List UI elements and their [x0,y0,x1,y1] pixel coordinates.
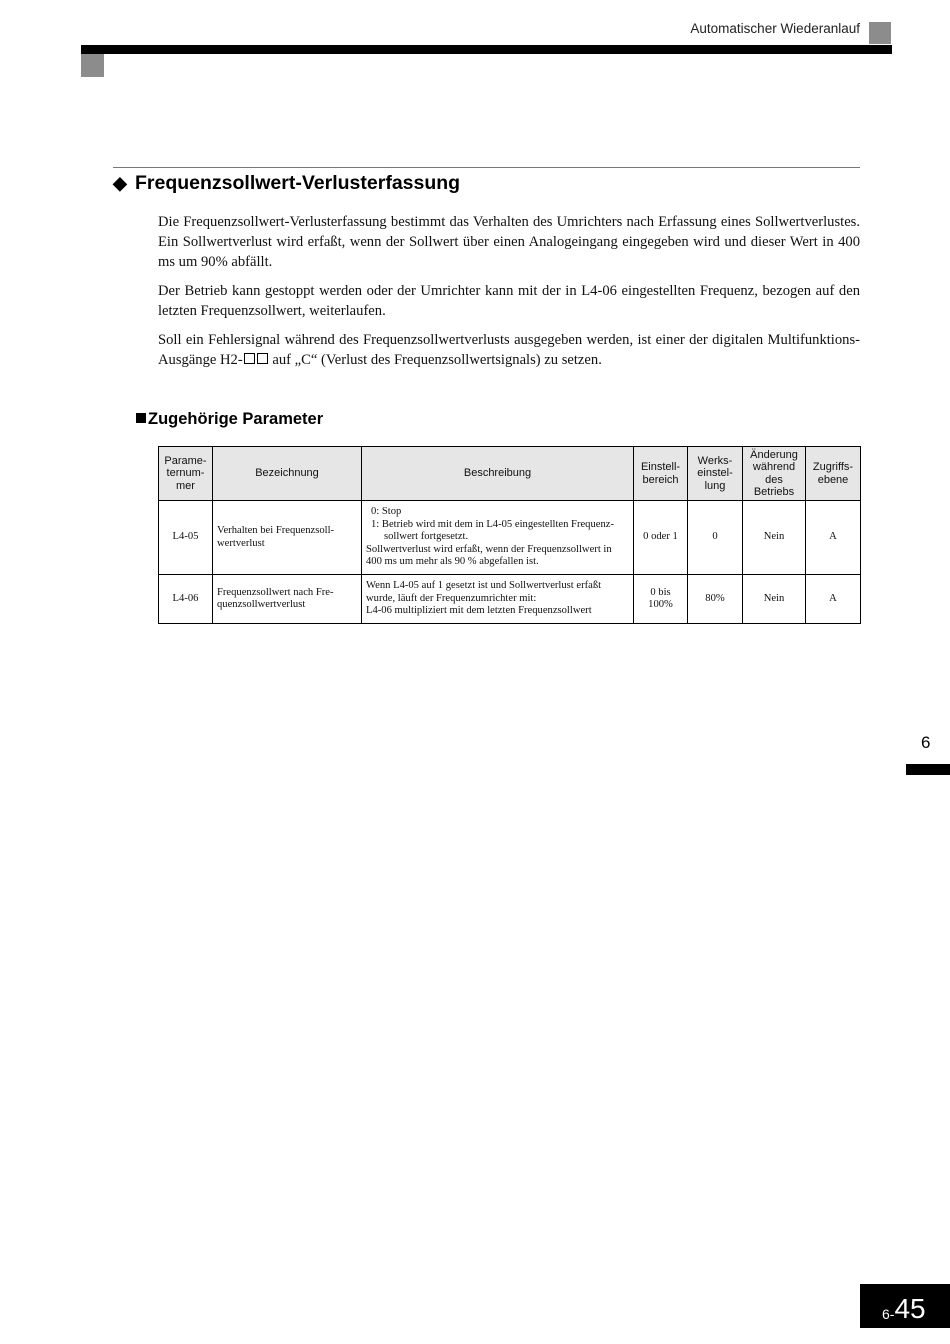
page-number-box [860,1284,950,1328]
header-factory-setting: Werks- einstel- lung [688,447,743,501]
table-row [159,575,861,624]
paragraph-3-part-1: Soll ein Fehlersignal während des Frequenzsollwertverlusts ausgegeben werden, ist einer der digitalen Multifunktions-Ausgänge H2- [158,332,860,368]
placeholder-box-icon [244,353,255,364]
cell-description: Wenn L4-05 auf 1 gesetzt ist und Sollwertverlust erfaßt wurde, läuft der Frequenzumrichter mit: L4-06 multipliziert mit dem letzten Frequenzsollwert [362,575,634,624]
cell-description: 0: Stop 1: Betrieb wird mit dem in L4-05 eingestellten Frequenz- sollwert fortgesetzt. Sollwertverlust wird erfaßt, wenn der Frequenzsollwert in 400 ms um mehr als 90 % abgefallen ist. [362,501,634,575]
table-row [159,501,861,575]
header-name: Bezeichnung [213,447,362,501]
cell-parameter: L4-06 [159,575,213,624]
table-header-row [159,447,861,501]
paragraph-3-part-2: auf „C“ (Verlust des Frequenzsollwertsignals) zu setzen. [268,352,602,368]
chapter-tab-bar [906,764,950,775]
running-header-title: Automatischer Wiederanlauf [690,21,860,36]
section-heading [113,172,460,195]
diamond-bullet-icon: ◆ [113,173,127,193]
header-marker-square [869,22,891,44]
cell-range: 0 oder 1 [634,501,688,575]
parameter-table [158,446,861,624]
section-divider [113,167,860,168]
cell-change: Nein [743,501,806,575]
body-text [158,212,860,379]
paragraph-2: Der Betrieb kann gestoppt werden oder der Umrichter kann mit der in L4-06 eingestellten Frequenz, bezogen auf den letzten Frequenzsollwert, weiterlaufen. [158,283,860,319]
cell-name: Verhalten bei Frequenzsoll- wertverlust [213,501,362,575]
header-access-level: Zugriffs- ebene [806,447,861,501]
cell-name: Frequenzsollwert nach Fre- quenzsollwertverlust [213,575,362,624]
header-change-during-operation: Änderung während des Betriebs [743,447,806,501]
cell-parameter: L4-05 [159,501,213,575]
section-heading-text: Frequenzsollwert-Verlusterfassung [135,172,461,194]
cell-range: 0 bis 100% [634,575,688,624]
header-setting-range: Einstell- bereich [634,447,688,501]
cell-default: 0 [688,501,743,575]
chapter-tab-number: 6 [921,733,931,752]
cell-change: Nein [743,575,806,624]
header-marker-square-left [81,54,104,77]
page-number-prefix: 6- [882,1306,895,1322]
header-description: Beschreibung [362,447,634,501]
page-number: 45 [894,1293,926,1324]
paragraph-3 [158,330,860,370]
subsection-heading-text: Zugehörige Parameter [148,410,324,428]
header-parameter-number: Parame- ternum- mer [159,447,213,501]
subsection-heading [136,410,323,429]
header-rule-bar [81,45,892,54]
placeholder-box-icon [257,353,268,364]
cell-access: A [806,575,861,624]
paragraph-1: Die Frequenzsollwert-Verlusterfassung bestimmt das Verhalten des Umrichters nach Erfassung eines Sollwertverlustes. Ein Sollwertverlust wird erfaßt, wenn der Sollwert über einen Analogeingang eingegeben wird und dieser Wert in 400 ms um 90% abfällt. [158,214,860,270]
square-bullet-icon [136,413,146,423]
cell-default: 80% [688,575,743,624]
cell-access: A [806,501,861,575]
